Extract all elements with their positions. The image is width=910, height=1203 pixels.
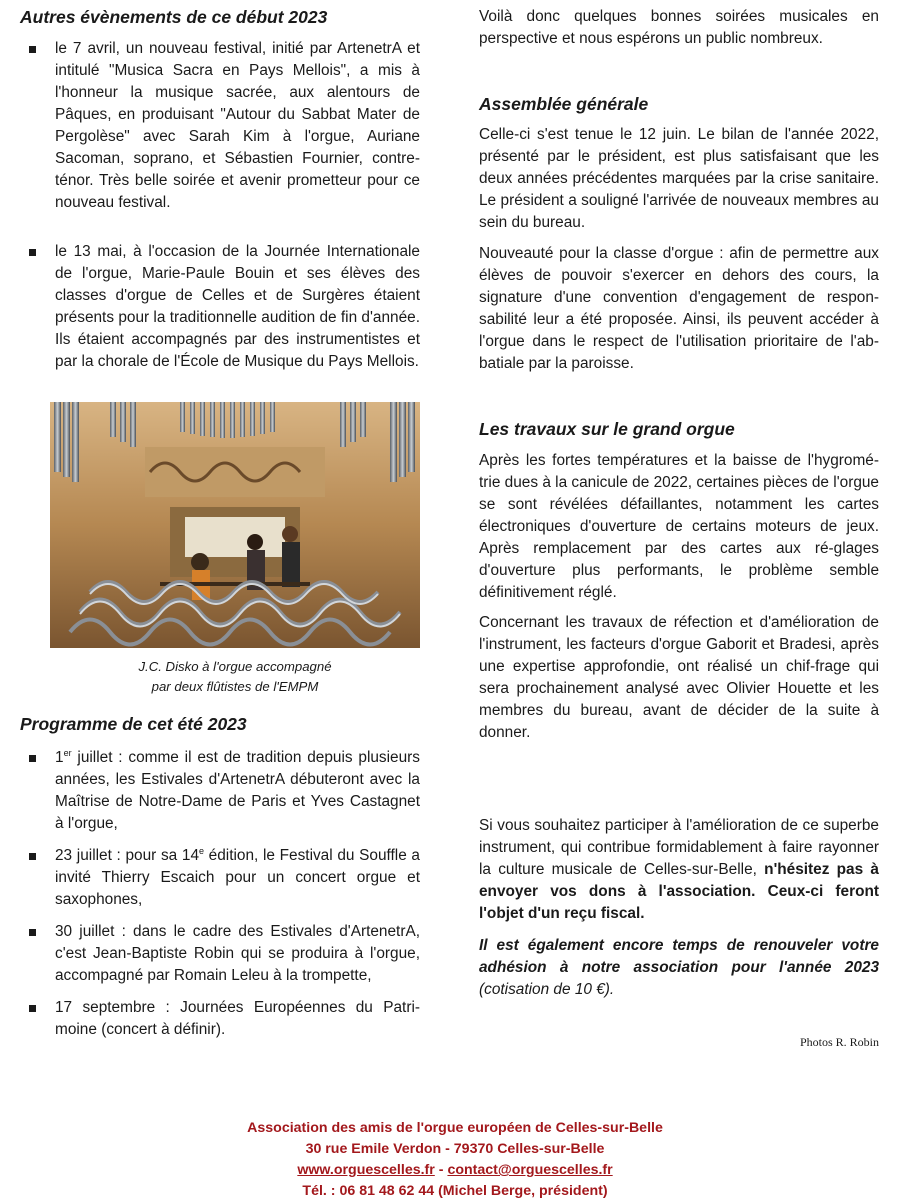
- square-bullet-icon: [29, 853, 36, 860]
- events-list: [20, 38, 420, 373]
- list-item: le 7 avril, un nouveau festival, initié par ArtenetrA et intitulé "Musica Sacra en Pays Mellois", a mis à l'honneur la musique sacrée, aux alentours de Pâques, en produisant "Autour du Sabbat Mater de Pergolèse" avec Sarah Kim à l'orgue, Auriane Sacoman, soprano, et Sébastien Fournier, contre-ténor. Très belle soirée et avenir prometteur pour ce nouveau festival.: [20, 38, 420, 214]
- square-bullet-icon: [29, 755, 36, 762]
- programme-heading: Programme de cet été 2023: [20, 714, 247, 734]
- organ-photo: [50, 402, 420, 648]
- photo-credit: Photos R. Robin: [799, 1035, 879, 1049]
- list-item: le 13 mai, à l'occasion de la Journée Internationale de l'orgue, Marie-Paule Bouin et ses élèves des classes d'orgue de Celles et de Surgères étaient présents pour la traditionnelle audition de fin d'année. Ils étaient accompagnés par des instrumentistes et par la chorale de l'École de Musique du Pays Mellois.: [20, 241, 420, 373]
- footer-address: 30 rue Emile Verdon - 79370 Celles-sur-Belle: [305, 1141, 605, 1157]
- ag-heading: Assemblée générale: [479, 94, 649, 114]
- footer-phone: Tél. : 06 81 48 62 44 (Michel Berge, président): [302, 1183, 608, 1199]
- adhesion-paragraph: Il est également encore temps de renouveler votre adhésion à notre association pour l'année 2023 (cotisation de 10 €).: [479, 937, 879, 998]
- ag-paragraph-2: Nouveauté pour la classe d'orgue : afin de permettre aux élèves de pouvoir s'exercer en dehors des cours, la signature d'une convention d'engagement de respon-sabilité leur a été proposée. Ainsi, ils peuvent accéder à l'orgue dans le respect de l'utilisation prioritaire de l'ab-batiale par la paroisse.: [479, 245, 879, 372]
- email-link[interactable]: contact@orguescelles.fr: [447, 1162, 613, 1178]
- travaux-heading: Les travaux sur le grand orgue: [479, 419, 735, 439]
- programme-list: [20, 747, 420, 1041]
- programme-section: [20, 713, 420, 1041]
- travaux-paragraph-2: Concernant les travaux de réfection et d'amélioration de l'instrument, les facteurs d'orgue Gaborit et Bradesi, après une expertise approfondie, ont réalisé un chif-frage qui sera prochainement analysé avec Olivier Houette et les membres du bureau, avant de décider de la suite à donner.: [479, 614, 879, 741]
- list-item: 17 septembre : Journées Européennes du Patri-moine (concert à définir).: [20, 997, 420, 1041]
- footer: [180, 1118, 730, 1202]
- square-bullet-icon: [29, 46, 36, 53]
- photo-caption: J.C. Disko à l'orgue accompagné par deux flûtistes de l'EMPM: [138, 659, 332, 694]
- intro-paragraph: Voilà donc quelques bonnes soirées musicales en perspective et nous espérons un public nombreux.: [479, 8, 879, 47]
- list-item: 1er juillet : comme il est de tradition depuis plusieurs années, les Estivales d'ArtenetrA débuteront avec la Maîtrise de Notre-Dame de Paris et Yves Castagnet à l'orgue,: [20, 747, 420, 835]
- dons-paragraph: Si vous souhaitez participer à l'amélioration de ce superbe instrument, qui contribue formidablement à faire rayonner la culture musicale de Celles-sur-Belle, n'hésitez pas à envoyer vos dons à l'association. Ceux-ci feront l'objet d'un reçu fiscal.: [479, 817, 879, 922]
- list-item: 23 juillet : pour sa 14e édition, le Festival du Souffle a invité Thierry Escaich pour un concert orgue et saxophones,: [20, 845, 420, 911]
- list-item: 30 juillet : dans le cadre des Estivales d'ArtenetrA, c'est Jean-Baptiste Robin qui se produira à l'orgue, accompagné par Romain Leleu à la trompette,: [20, 921, 420, 987]
- website-link[interactable]: www.orguescelles.fr: [297, 1162, 435, 1178]
- events-heading: Autres évènements de ce début 2023: [20, 7, 328, 27]
- travaux-paragraph-1: Après les fortes températures et la baisse de l'hygromé-trie dues à la canicule de 2022, certaines pièces de l'orgue se sont révélées défaillantes, notamment les cartes électroniques d'ouverture de certains moteurs de jeux. Après remplacement par des cartes aux ré-glages d'ouverture plus performants, le problème semble définitivement réglé.: [479, 452, 879, 601]
- ag-paragraph-1: Celle-ci s'est tenue le 12 juin. Le bilan de l'année 2022, présenté par le président, est plus satisfaisant que les deux années précédentes marquées par la crise sanitaire. Le président a souligné l'arrivée de nouveaux membres au sein du bureau.: [479, 126, 879, 231]
- square-bullet-icon: [29, 1005, 36, 1012]
- square-bullet-icon: [29, 929, 36, 936]
- footer-association: Association des amis de l'orgue européen de Celles-sur-Belle: [247, 1120, 663, 1136]
- square-bullet-icon: [29, 249, 36, 256]
- footer-links: www.orguescelles.fr - contact@orguescelles.fr: [297, 1162, 613, 1178]
